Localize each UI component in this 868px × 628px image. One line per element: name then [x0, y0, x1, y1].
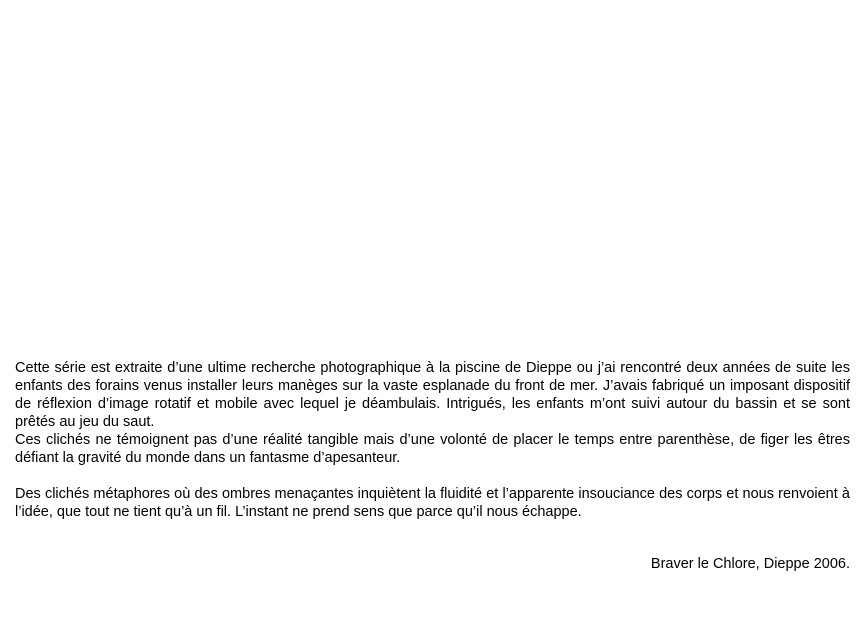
- paragraph-metaphores: Des clichés métaphores où des ombres menaçantes inquiètent la fluidité et l’apparente insouciance des corps et nous renvoient à l’idée, que tout ne tient qu’à un fil. L’instant ne prend sens que parce qu’il nous échappe.: [15, 486, 850, 520]
- body-text: [15, 359, 850, 521]
- paragraph-intro: Cette série est extraite d’une ultime recherche photographique à la piscine de Dieppe ou j’ai rencontré deux années de suite les enfants des forains venus installer leurs manèges sur la vaste esplanade du front de mer. J’avais fabriqué un imposant dispositif de réflexion d’image rotatif et mobile avec lequel je déambulais. Intrigués, les enfants m’ont suivi autour du bassin et se sont prêtés au jeu du saut.: [15, 360, 850, 430]
- paragraph-spacer: [15, 467, 850, 485]
- paragraph-clichés: Ces clichés ne témoignent pas d’une réalité tangible mais d’une volonté de placer le temps entre parenthèse, de figer les êtres défiant la gravité du monde dans un fantasme d’apesanteur.: [15, 432, 850, 466]
- signature: Braver le Chlore, Dieppe 2006.: [650, 556, 850, 572]
